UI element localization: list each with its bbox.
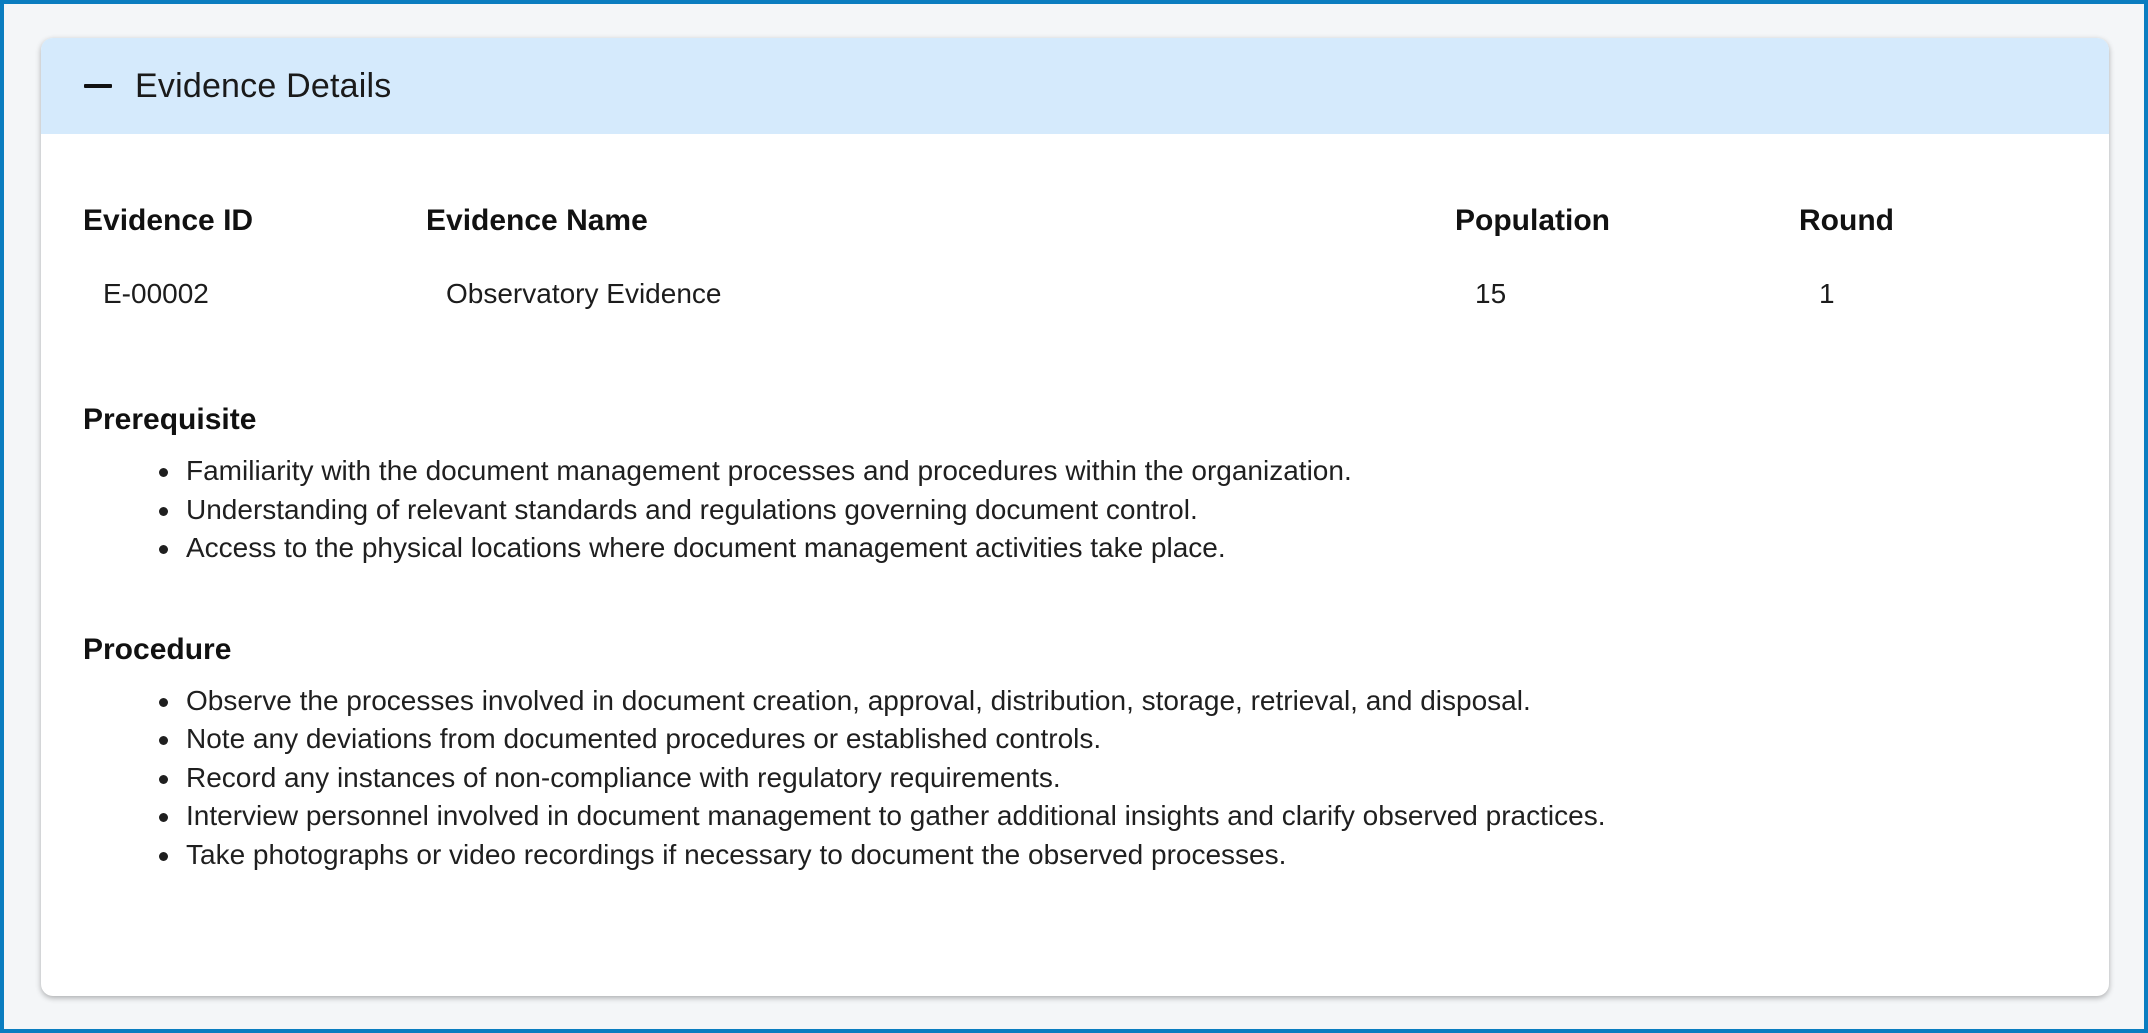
list-item: Familiarity with the document management processes and procedures within the organization. xyxy=(186,452,2069,491)
list-item: Record any instances of non-compliance with regulatory requirements. xyxy=(186,759,2069,798)
cell-evidence-id: E-00002 xyxy=(103,278,209,309)
procedure-title: Procedure xyxy=(83,632,232,666)
prerequisite-list xyxy=(83,452,2069,568)
evidence-table xyxy=(83,204,2069,318)
evidence-details-panel xyxy=(41,38,2109,996)
header-round: Round xyxy=(1799,204,1894,237)
header-evidence-id: Evidence ID xyxy=(83,204,254,237)
prerequisite-section xyxy=(83,400,2069,568)
prerequisite-title: Prerequisite xyxy=(83,403,257,436)
cell-population: 15 xyxy=(1475,278,1507,309)
procedure-section xyxy=(83,630,2069,875)
procedure-list xyxy=(83,682,2069,875)
list-item: Observe the processes involved in document creation, approval, distribution, storage, retrieval, and disposal. xyxy=(186,682,2069,721)
table-header-row xyxy=(83,204,2069,244)
list-item: Interview personnel involved in document management to gather additional insights and clarify observed practices. xyxy=(186,797,2069,836)
list-item: Understanding of relevant standards and regulations governing document control. xyxy=(186,491,2069,530)
table-row xyxy=(83,278,2069,318)
list-item: Take photographs or video recordings if necessary to document the observed processes. xyxy=(186,836,2069,875)
header-population: Population xyxy=(1455,204,1610,237)
panel-body xyxy=(41,204,2109,874)
panel-title: Evidence Details xyxy=(135,66,392,105)
header-evidence-name: Evidence Name xyxy=(426,204,648,237)
list-item: Access to the physical locations where document management activities take place. xyxy=(186,529,2069,568)
minus-icon[interactable] xyxy=(83,71,113,101)
list-item: Note any deviations from documented procedures or established controls. xyxy=(186,720,2069,759)
cell-evidence-name: Observatory Evidence xyxy=(446,278,722,309)
evidence-details-header[interactable] xyxy=(41,38,2109,134)
cell-round: 1 xyxy=(1819,278,1835,309)
